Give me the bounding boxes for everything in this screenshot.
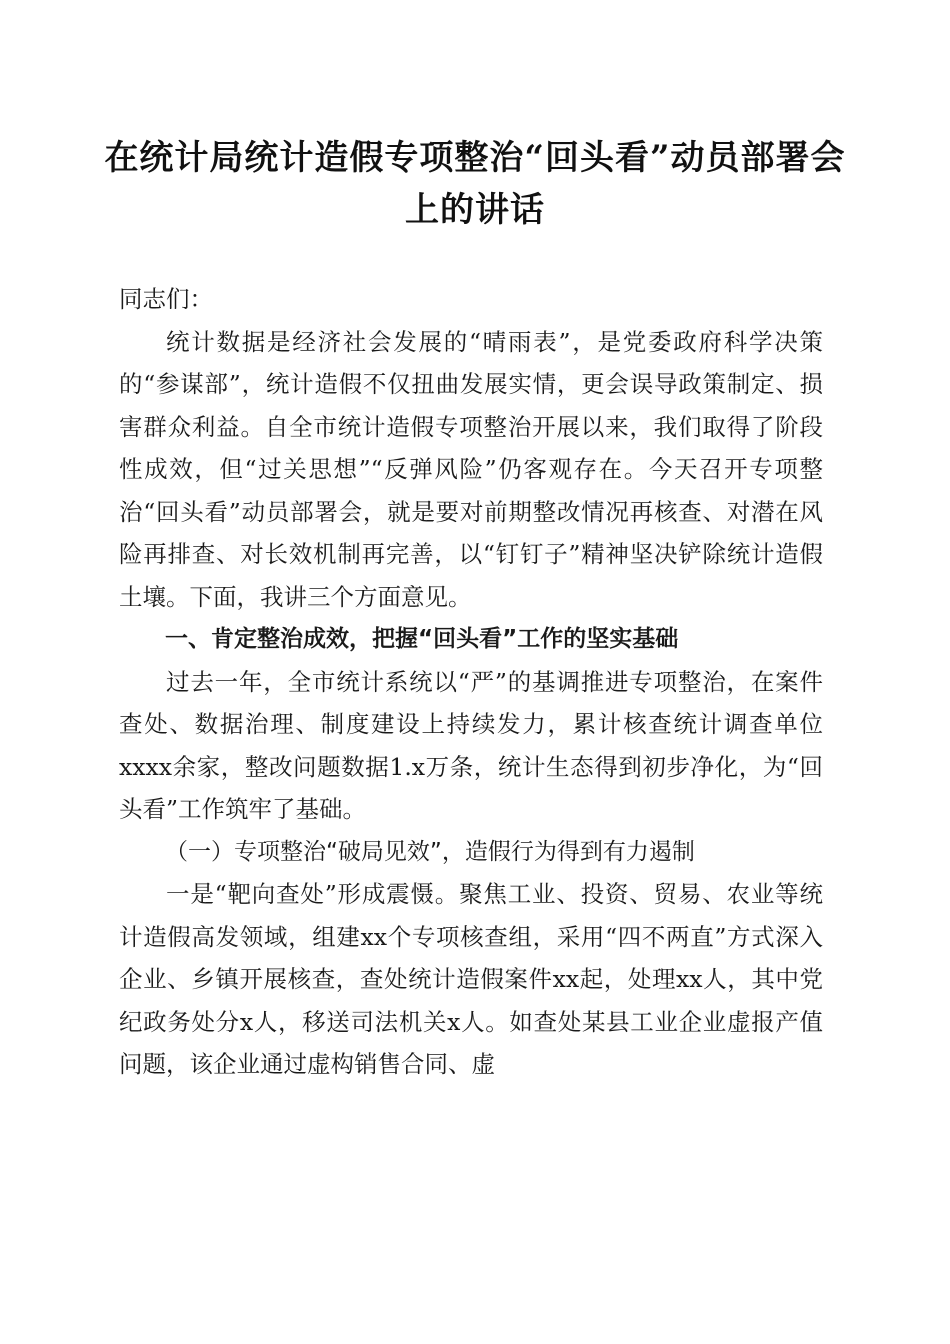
salutation: 同志们：: [119, 285, 213, 313]
subsection-1-paragraph: 一是“靶向查处”形成震慑。聚焦工业、投资、贸易、农业等统计造假高发领域，组建xx个专项核查组，采用“四不两直”方式深入企业、乡镇开展核查，查处统计造假案件xx起，处理xx人，其中党纪政务处分x人，移送司法机关x人。如查处某县工业企业虚报产值问题，该企业通过虚构销售合同、虚: [119, 880, 823, 1078]
section-1-heading: 一、肯定整治成效，把握“回头看”工作的坚实基础: [165, 626, 679, 652]
document-body: [119, 278, 823, 1086]
section-1-paragraph: 过去一年，全市统计系统以“严”的基调推进专项整治，在案件查处、数据治理、制度建设上持续发力，累计核查统计调查单位xxxx余家，整改问题数据1.x万条，统计生态得到初步净化，为“回头看”工作筑牢了基础。: [119, 667, 823, 823]
intro-paragraph: 统计数据是经济社会发展的“晴雨表”，是党委政府科学决策的“参谋部”，统计造假不仅扭曲发展实情，更会误导政策制定、损害群众利益。自全市统计造假专项整治开展以来，我们取得了阶段性成效，但“过关思想”“反弹风险”仍客观存在。今天召开专项整治“回头看”动员部署会，就是要对前期整改情况再核查、对潜在风险再排查、对长效机制再完善，以“钉钉子”精神坚决铲除统计造假土壤。下面，我讲三个方面意见。: [119, 327, 823, 611]
subsection-1-heading: （一）专项整治“破局见效”，造假行为得到有力遏制: [165, 838, 695, 865]
document-title: 在统计局统计造假专项整治“回头看”动员部署会上的讲话: [104, 138, 846, 230]
